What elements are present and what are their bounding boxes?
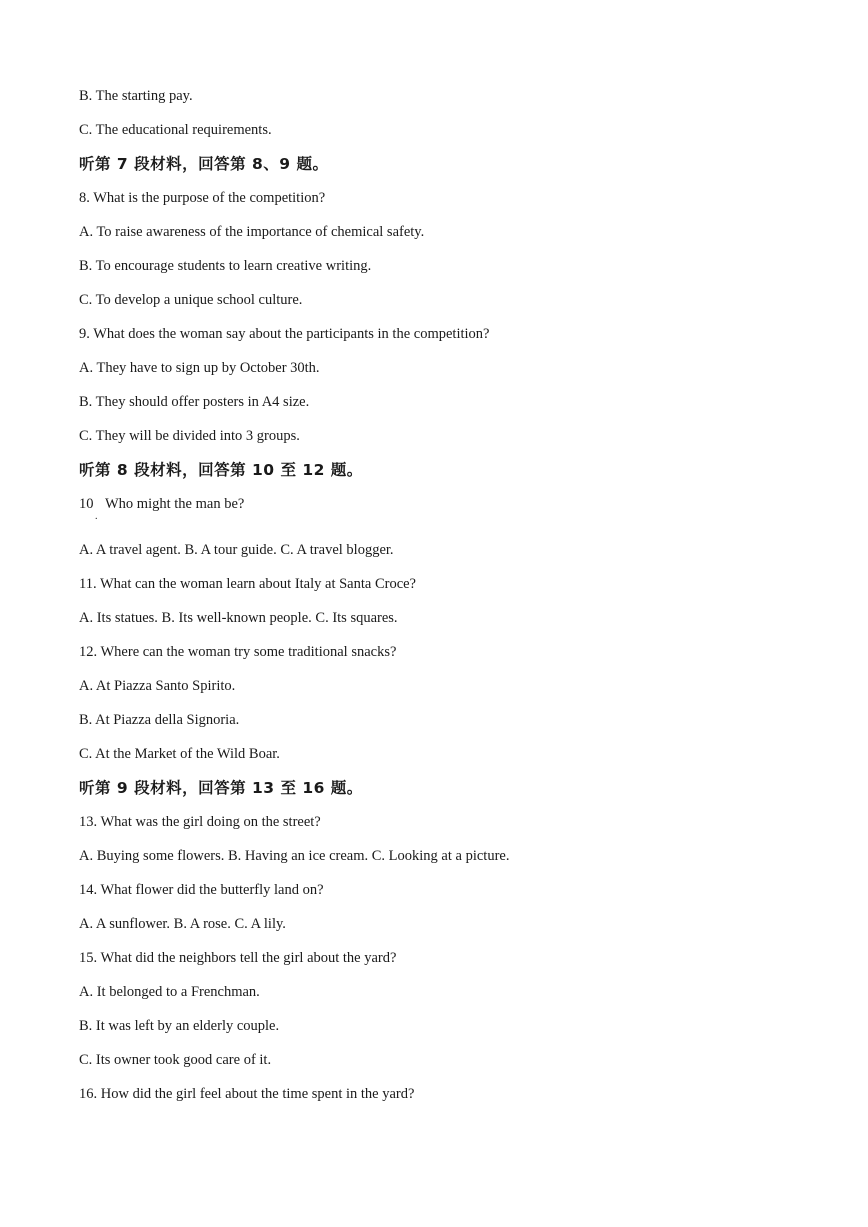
question-line: 14. What flower did the butterfly land on? xyxy=(79,882,324,898)
question-dot: . xyxy=(95,511,98,522)
option-line: A. Buying some flowers. B. Having an ice cream. C. Looking at a picture. xyxy=(79,848,510,864)
question-line: 15. What did the neighbors tell the girl about the yard? xyxy=(79,950,397,966)
option-line: C. To develop a unique school culture. xyxy=(79,292,303,308)
option-line: B. They should offer posters in A4 size. xyxy=(79,394,310,410)
question-line: 13. What was the girl doing on the street? xyxy=(79,814,321,830)
option-line: C. They will be divided into 3 groups. xyxy=(79,428,300,444)
option-line: C. Its owner took good care of it. xyxy=(79,1052,272,1068)
option-line: A. A travel agent. B. A tour guide. C. A travel blogger. xyxy=(79,542,394,558)
question-text: Who might the man be? xyxy=(105,496,245,512)
question-number: 10 xyxy=(79,496,94,512)
option-line: A. They have to sign up by October 30th. xyxy=(79,360,320,376)
question-line: 9. What does the woman say about the participants in the competition? xyxy=(79,326,490,342)
section-heading: 听第 8 段材料，回答第 10 至 12 题。 xyxy=(79,461,363,479)
option-line: A. At Piazza Santo Spirito. xyxy=(79,678,236,694)
option-line: C. The educational requirements. xyxy=(79,122,272,138)
option-line: B. The starting pay. xyxy=(79,88,193,104)
option-line: A. To raise awareness of the importance of chemical safety. xyxy=(79,224,425,240)
option-line: A. It belonged to a Frenchman. xyxy=(79,984,260,1000)
option-line: C. At the Market of the Wild Boar. xyxy=(79,746,280,762)
question-line: 8. What is the purpose of the competition? xyxy=(79,190,326,206)
option-line: B. It was left by an elderly couple. xyxy=(79,1018,280,1034)
section-heading: 听第 9 段材料，回答第 13 至 16 题。 xyxy=(79,779,363,797)
question-line: 12. Where can the woman try some traditional snacks? xyxy=(79,644,397,660)
option-line: B. At Piazza della Signoria. xyxy=(79,712,240,728)
option-line: B. To encourage students to learn creative writing. xyxy=(79,258,372,274)
option-line: A. Its statues. B. Its well-known people. C. Its squares. xyxy=(79,610,398,626)
option-line: A. A sunflower. B. A rose. C. A lily. xyxy=(79,916,286,932)
question-line: 16. How did the girl feel about the time spent in the yard? xyxy=(79,1086,415,1102)
question-line: 11. What can the woman learn about Italy at Santa Croce? xyxy=(79,576,416,592)
question-line xyxy=(79,494,245,522)
section-heading: 听第 7 段材料，回答第 8、9 题。 xyxy=(79,155,329,173)
